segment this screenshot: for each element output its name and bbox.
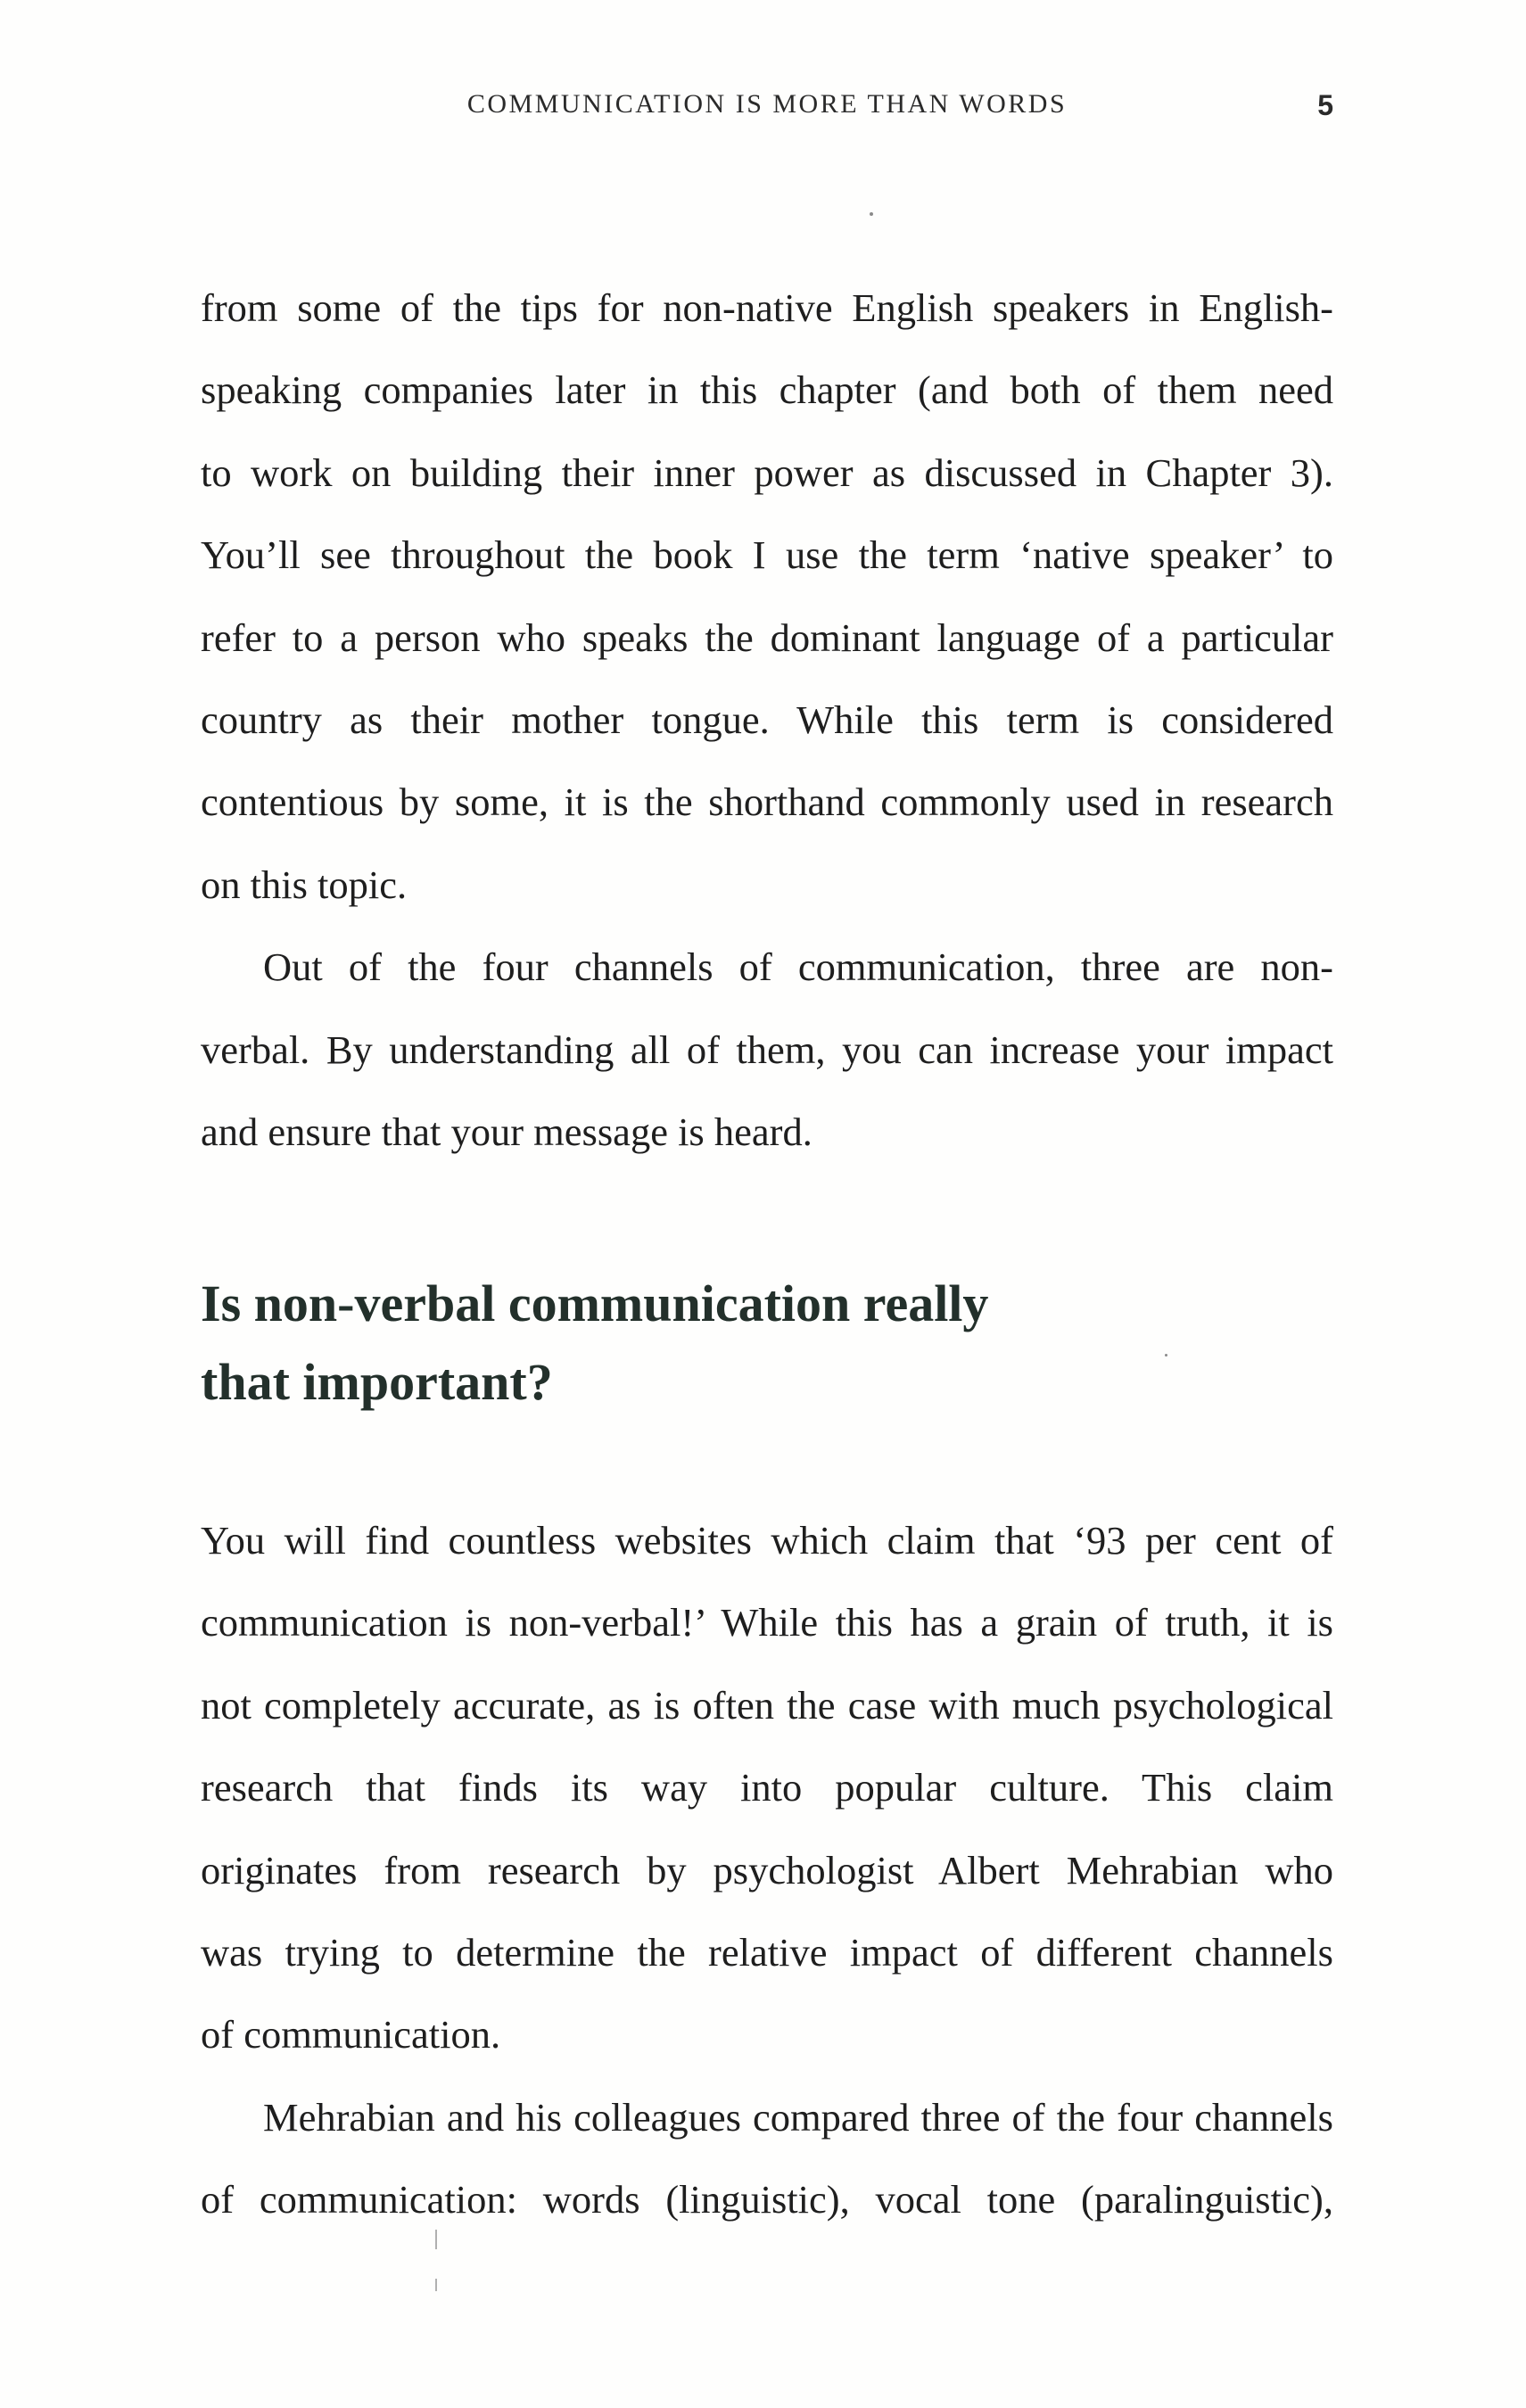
paragraph-block-1 [201, 267, 1333, 1173]
running-head [201, 89, 1333, 134]
text-line: You’ll see throughout the book I use the term ‘native speaker’ to [201, 532, 1333, 578]
text-line: not completely accurate, as is often the case with much psychological [201, 1682, 1333, 1728]
text-line: was trying to determine the relative impact of different channels [201, 1929, 1333, 1975]
text-line: contentious by some, it is the shorthand commonly used in research [201, 779, 1333, 825]
text-line: of communication: words (linguistic), vocal tone (paralinguistic), [201, 2177, 1333, 2222]
text-line: from some of the tips for non-native English speakers in English- [201, 285, 1333, 330]
text-line: Out of the four channels of communication, three are non- [263, 944, 1333, 990]
running-title: COMMUNICATION IS MORE THAN WORDS [466, 89, 1068, 119]
page-number: 5 [1317, 89, 1333, 121]
text-line: You will find countless websites which claim that ‘93 per cent of [201, 1518, 1333, 1563]
scan-mark [435, 2279, 437, 2291]
text-line: originates from research by psychologist Albert Mehrabian who [201, 1847, 1333, 1893]
text-line: speaking companies later in this chapter (and both of them need [201, 367, 1333, 413]
text-line: country as their mother tongue. While this term is considered [201, 697, 1333, 742]
section-heading [201, 1265, 1182, 1422]
text-line: to work on building their inner power as discussed in Chapter 3). [201, 449, 1333, 495]
text-line: refer to a person who speaks the dominant language of a particular [201, 614, 1333, 660]
scan-speck [870, 212, 873, 216]
text-line: on this topic. [201, 862, 408, 907]
text-line: and ensure that your message is heard. [201, 1109, 812, 1154]
text-line: research that finds its way into popular culture. This claim [201, 1765, 1333, 1810]
paragraph-block-2 [201, 1499, 1333, 2241]
text-line: of communication. [201, 2012, 501, 2058]
text-line: verbal. By understanding all of them, you can increase your impact [201, 1027, 1333, 1072]
heading-line: that important? [201, 1353, 553, 1411]
text-line: Mehrabian and his colleagues compared three of the four channels [263, 2094, 1333, 2140]
heading-line: Is non-verbal communication really [201, 1274, 989, 1332]
text-line: communication is non-verbal!’ While this has a grain of truth, it is [201, 1600, 1333, 1645]
